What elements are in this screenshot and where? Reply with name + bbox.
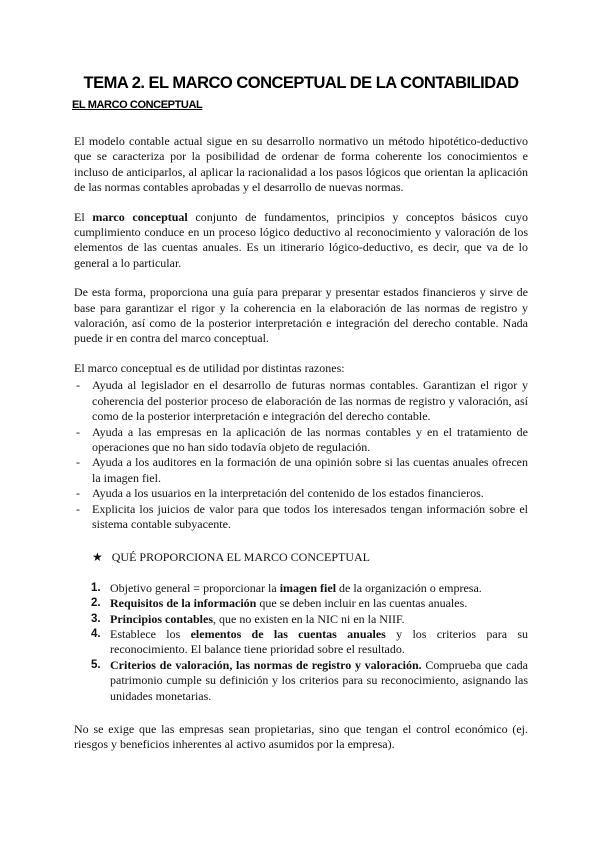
item-number: 3.: [91, 612, 101, 625]
list-item: - Ayuda al legislador en el desarrollo de futuras normas contables. Garantizan el rigor y coherencia del posterior proceso de elaboración de las normas de registro y valoración, así como de la posterior interpretación e integración del derecho contable.: [74, 378, 528, 424]
item-bold: elementos de las cuentas anuales: [190, 626, 386, 641]
definition-pre: El: [74, 209, 93, 224]
item-bold: Requisitos de la información: [110, 596, 257, 611]
item-number: 4.: [91, 627, 101, 640]
paragraph-intro: El modelo contable actual sigue en su desarrollo normativo un método hipotético-deductivo que se caracteriza por la posibilidad de ordenar de forma coherente los conocimientos e incluso de anticiparlos, al aplicar la racionalidad a los pasos lógicos que orientan la aplicación de las normas contables aprobadas y el desarrollo de nuevas normas.: [74, 134, 528, 195]
item-text: Establece los: [110, 626, 191, 641]
star-heading: [92, 550, 528, 565]
paragraph-control: No se exige que las empresas sean propietarias, sino que tengan el control económico (ej. riesgos y beneficios inherentes al activo asumidos por la empresa).: [74, 722, 528, 752]
item-number: 2.: [91, 597, 101, 610]
list-item: [74, 627, 528, 658]
list-item: - Ayuda a los auditores en la formación de una opinión sobre si las cuentas anuales ofrecen la imagen fiel.: [74, 455, 528, 486]
star-icon: ★: [92, 550, 103, 565]
item-text: Objetivo general = proporcionar la: [110, 580, 280, 595]
item-bold: Principios contables: [110, 611, 214, 626]
list-item: - Ayuda a los usuarios en la interpretación del contenido de los estados financieros.: [74, 486, 528, 501]
provides-list: [74, 581, 528, 704]
definition-term: marco conceptual: [92, 209, 188, 224]
item-text: Comprueba que cada patrimonio cumple su definición y los criterios para su reconocimiento, asignando las unidades monetarias.: [110, 657, 528, 703]
item-number: 5.: [91, 658, 101, 671]
item-text: , que no existen en la NIC ni en la NIIF.: [213, 611, 405, 626]
item-number: 1.: [91, 581, 101, 594]
item-bold: imagen fiel: [279, 580, 337, 595]
list-item: [74, 658, 528, 704]
paragraph-reasons-intro: El marco conceptual es de utilidad por distintas razones:: [74, 360, 345, 375]
item-text: y los criterios para su reconocimiento. El balance tiene prioridad sobre el resultado.: [110, 626, 529, 657]
page-title: TEMA 2. EL MARCO CONCEPTUAL DE LA CONTABILIDAD: [83, 74, 519, 92]
paragraph-guide: De esta forma, proporciona una guía para preparar y presentar estados financieros y sirve de base para garantizar el rigor y la coherencia en la elaboración de las normas de registro y valoración, así como de la posterior interpretación e integración del derecho contable. Nada puede ir en contra del marco conceptual.: [74, 285, 528, 346]
list-item: - Explicita los juicios de valor para que todos los interesados tengan información sobre el sistema contable subyacente.: [74, 502, 528, 533]
item-text: que se deben incluir en las cuentas anuales.: [256, 596, 468, 611]
reasons-list: [74, 378, 528, 532]
item-text: de la organización o empresa.: [336, 580, 482, 595]
list-item: - Ayuda a las empresas en la aplicación de las normas contables y en el tratamiento de operaciones que no han sido todavía objeto de regulación.: [74, 425, 528, 456]
section-heading: EL MARCO CONCEPTUAL: [72, 99, 203, 111]
list-item: [74, 581, 528, 596]
definition-post: conjunto de fundamentos, principios y conceptos básicos cuyo cumplimiento conduce en un proceso lógico deductivo al reconocimiento y valoración de los elementos de las cuentas anuales. Es un itinerario lógico-deductivo, es decir, que va de lo general a lo particular.: [74, 209, 529, 270]
item-bold: Criterios de valoración, las normas de registro y valoración.: [110, 657, 422, 672]
list-item: [74, 612, 528, 627]
list-item: [74, 596, 528, 611]
paragraph-definition: [74, 210, 528, 272]
star-heading-text: QUÉ PROPORCIONA EL MARCO CONCEPTUAL: [111, 550, 371, 565]
